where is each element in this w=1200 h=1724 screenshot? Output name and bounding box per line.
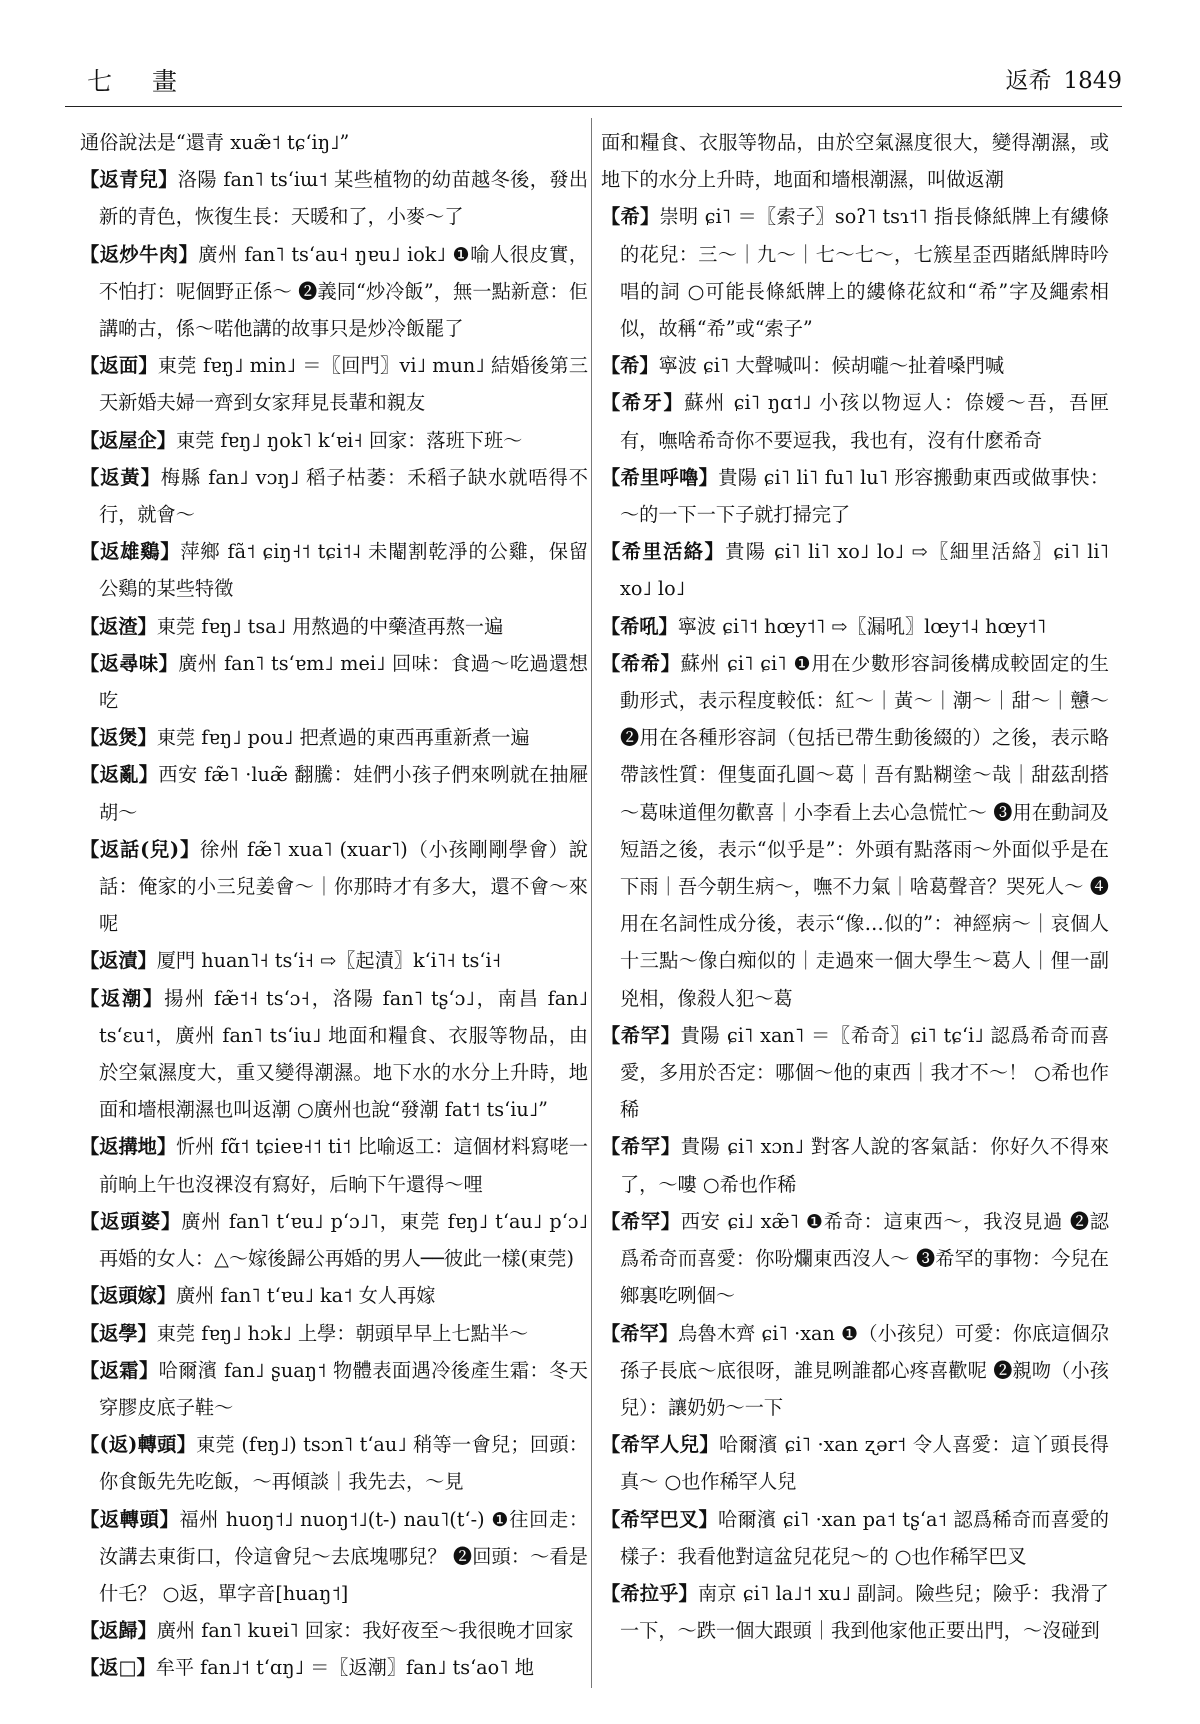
dictionary-entry (80, 1649, 588, 1686)
entry-list (601, 198, 1109, 1649)
entry-definition: 哈爾濱 ɕi˥ ·xan ʐər˦ 令人喜愛：這丫頭長得真～ ○也作稀罕人兒 (620, 1433, 1109, 1494)
entry-definition: 哈爾濱 ɕi˥ ·xan pa˦ tʂʻa˦ 認爲稀奇而喜愛的樣子：我看他對這盆兒花兒～的 ○也作稀罕巴叉 (620, 1507, 1109, 1568)
entry-headword: 【希希】 (601, 651, 681, 675)
entry-definition: 寧波 ɕi˥ 大聲喊叫：候胡嚨～扯着嗓門喊 (658, 354, 1005, 378)
dictionary-entry (601, 198, 1109, 347)
page-number: 1849 (1063, 68, 1122, 94)
entry-headword: 【希罕】 (601, 1321, 679, 1345)
entry-definition: 洛陽 fan˥ tsʻiɯ˦ 某些植物的幼苗越冬後，發出新的青色，恢復生長：天暖和了，小麥～了 (99, 168, 589, 229)
dictionary-entry (80, 1426, 588, 1500)
entry-definition: 蘇州 ɕi˥ ŋɑ˦˩ 小孩以物逗人：倷嬡～吾，吾匣有，嘸啥希奇你不要逗我，我也有，沒有什麽希奇 (620, 391, 1110, 452)
dictionary-entry (80, 1277, 588, 1314)
entry-definition: 東莞 fɐŋ˩ pou˩ 把煮過的東西再重新煮一遍 (156, 726, 530, 750)
entry-definition: 貴陽 ɕi˥ xan˥ ＝〖希奇〗ɕi˥ tɕʻi˩ 認爲希奇而喜愛，多用於否定：哪個～他的東西｜我才不～！ ○希也作稀 (620, 1023, 1110, 1122)
entry-headword: 【希里活絡】 (601, 540, 726, 564)
entry-definition: 西安 ɕi˩ xæ̃˥ ❶希奇：這東西～，我沒見過 ❷認爲希奇而喜愛：你吩爛東西沒人～ ❸希罕的事物：今兒在鄉裏吃咧個～ (620, 1209, 1109, 1308)
entry-definition: 厦門 huan˥˧ tsʻi˧ ⇨〖起漬〗kʻi˥˧ tsʻi˧ (156, 949, 502, 973)
dictionary-entry (80, 608, 588, 645)
entry-headword: 【返□】 (80, 1656, 156, 1680)
entry-definition: 廣州 fan˥ tsʻɐm˩ mei˩ 回味：食過～吃過還想吃 (99, 651, 588, 713)
dictionary-entry (80, 1128, 588, 1202)
entry-headword: 【返雄鷄】 (80, 540, 181, 564)
entry-definition: 廣州 fan˥ kuɐi˥ 回家：我好夜至～我很晚才回家 (156, 1619, 574, 1643)
entry-headword: 【返潮】 (80, 986, 165, 1010)
entry-headword: 【返霜】 (80, 1358, 159, 1382)
entry-headword: 【返尋味】 (80, 651, 179, 675)
entry-headword: 【返屋企】 (80, 428, 176, 452)
entry-definition: 南京 ɕi˥ la˩˦ xu˩ 副詞。險些兒；險乎：我滑了一下，～跌一個大跟頭｜我到他家他正要出門，～沒碰到 (620, 1581, 1109, 1643)
dictionary-entry (80, 980, 588, 1129)
continuation-text: 通俗說法是“還青 xuæ̃˦ tɕʻiŋ˩” (80, 131, 350, 154)
entry-definition: 崇明 ɕi˥ ＝〖索子〗soʔ˥ tsɿ˦˥ 指長條紙牌上有縷條的花兒：三～｜九～｜七～七～，七簇星歪西賭紙牌時吟唱的詞 ○可能長條紙牌上的縷條花紋和“希”字及繩索相似，故稱“希”或“索子” (620, 205, 1110, 341)
right-column (601, 124, 1109, 1649)
dictionary-entry (80, 719, 588, 756)
dictionary-entry (601, 1575, 1109, 1649)
entry-headword: 【返漬】 (80, 949, 157, 973)
dictionary-entry (80, 347, 588, 421)
entry-headword: 【返黃】 (80, 465, 161, 489)
entry-headword: 【返頭婆】 (80, 1209, 182, 1233)
entry-definition: 蘇州 ɕi˥ ɕi˥ ❶用在少數形容詞後構成較固定的生動形式，表示程度較低：紅～｜黃～｜潮～｜甜～｜戇～ ❷用在各種形容詞（包括已帶生動後綴的）之後，表示略帶該性質：俚隻面孔圓～葛｜吾有點糊塗～哉｜甜茲刮搭～葛味道俚勿歡喜｜小李看上去心急慌忙～ ❸用在動詞及短語之後，表示“似乎是”：外頭有點落雨～外面似乎是在下雨｜吾今朝生病～，嘸不力氣｜啥葛聲音？哭死人～ ❹用在名詞性成分後，表示“像…似的”：神經病～｜哀個人十三點～像白痴似的｜走過來一個大學生～葛人｜俚一副兇相，像殺人犯～葛 (620, 651, 1109, 1010)
entry-headword: 【返歸】 (80, 1619, 157, 1643)
dictionary-entry (601, 1017, 1109, 1129)
dictionary-entry (80, 1612, 588, 1649)
dictionary-entry (601, 1128, 1109, 1202)
entry-definition: 貴陽 ɕi˥ xɔn˩ 對客人說的客氣話：你好久不得來了，～嘍 ○希也作稀 (620, 1135, 1110, 1196)
dictionary-entry (80, 756, 588, 830)
entry-definition: 東莞 fɐŋ˩ hɔk˩ 上學：朝頭早早上七點半～ (156, 1321, 529, 1345)
dictionary-entry (601, 347, 1109, 384)
entry-definition: 寧波 ɕi˥˦ hœy˦˥ ⇨〖漏吼〗lœy˦˨ hœy˦˥ (677, 614, 1047, 638)
entry-definition: 東莞 fɐŋ˩ tsa˩ 用熬過的中藥渣再熬一遍 (156, 614, 504, 638)
dictionary-entry (601, 1501, 1109, 1575)
entry-definition: 廣州 fan˥ tsʻau˧ ŋɐu˩ iok˩ ❶喻人很皮實，不怕打：呢個野正係～ ❷義同“炒冷飯”，無一點新意：佢講啲古，係～喏他講的故事只是炒冷飯罷了 (99, 242, 589, 341)
dictionary-entry (601, 384, 1109, 458)
entry-headword: 【返話(兒)】 (80, 837, 200, 861)
entry-headword: 【希罕巴叉】 (601, 1507, 718, 1531)
entry-definition: 揚州 fæ̃˦˧ tsʻɔ˧，洛陽 fan˥ tʂʻɔ˩，南昌 fan˩ tsʻɛu˦，廣州 fan˥ tsʻiu˩ 地面和糧食、衣服等物品，由於空氣濕度大，重又變得潮濕。地下水的水分上升時，地面和墻根潮濕也叫返潮 ○廣州也說“發潮 fat˦ tsʻiu˩” (99, 986, 588, 1122)
dictionary-entry (601, 608, 1109, 645)
dictionary-entry (80, 942, 588, 979)
entry-headword: 【希罕】 (601, 1135, 681, 1159)
column-divider (591, 118, 592, 1688)
dictionary-entry (80, 831, 588, 943)
dictionary-entry (80, 1501, 588, 1613)
entry-definition: 福州 huoŋ˦˩ nuoŋ˦˩(t-) nau˥(tʻ-) ❶往回走：汝講去東街口，伶這會兒～去底塊哪兒？ ❷回頭：～看是什乇？ ○返，單字音[huaŋ˦] (99, 1507, 589, 1605)
dictionary-entry (80, 422, 588, 459)
entry-definition: 萍鄉 fã˦ ɕiŋ˧˦ tɕi˦˨ 未閹割乾淨的公雞，保留公鷄的某些特徵 (99, 540, 588, 601)
dictionary-entry (80, 533, 588, 607)
dictionary-entry (601, 459, 1109, 533)
entry-definition: 西安 fæ̃˥ ·luæ̃ 翻騰：娃們小孩子們來咧就在抽屜胡～ (99, 763, 589, 824)
entry-headword: 【返青兒】 (80, 168, 178, 192)
entry-definition: 哈爾濱 fan˩ ʂuaŋ˦ 物體表面遇冷後產生霜：冬天穿膠皮底子鞋～ (99, 1358, 588, 1419)
entry-definition: 忻州 fɑ̃˦ tɕieɐ˧˦ ti˦ 比喻返工：這個材料寫咾一前晌上午也沒祼沒有寫好，后晌下午還得～哩 (99, 1135, 589, 1196)
entry-headword: 【返面】 (80, 354, 158, 378)
entry-list (80, 161, 588, 1686)
entry-headword: 【希】 (601, 354, 659, 378)
dictionary-entry (80, 1315, 588, 1352)
entry-headword: 【返炒牛肉】 (80, 242, 199, 266)
entry-definition: 貴陽 ɕi˥ li˥ xo˩ lo˩ ⇨〖細里活絡〗ɕi˥ li˥ xo˩ lo˩ (620, 540, 1109, 601)
dictionary-entry (80, 1203, 588, 1277)
dictionary-entry (80, 236, 588, 348)
entry-headword: 【(返)轉頭】 (80, 1433, 197, 1457)
entry-definition: 東莞 fɐŋ˩ min˩ ＝〖回門〗vi˩ mun˩ 結婚後第三天新婚夫婦一齊到女家拜見長輩和親友 (99, 354, 589, 415)
dictionary-entry (601, 533, 1109, 607)
dictionary-entry (80, 645, 588, 719)
entry-headword: 【返轉頭】 (80, 1507, 180, 1531)
entry-headword: 【希牙】 (601, 391, 685, 415)
entry-headword: 【希吼】 (601, 614, 678, 638)
entry-headword: 【希罕】 (601, 1023, 681, 1047)
entry-headword: 【希拉乎】 (601, 1581, 698, 1605)
entry-headword: 【希】 (601, 205, 660, 229)
dictionary-entry (601, 1426, 1109, 1500)
entry-definition: 貴陽 ɕi˥ li˥ fu˥ lu˥ 形容搬動東西或做事快：～的一下一下子就打掃完了 (620, 465, 1110, 527)
dictionary-entry (80, 161, 588, 235)
dictionary-entry (80, 459, 588, 533)
entry-headword: 【希罕人兒】 (601, 1433, 719, 1457)
entry-headword: 【返渣】 (80, 614, 157, 638)
dictionary-entry (80, 1352, 588, 1426)
entry-headword: 【返頭嫁】 (80, 1284, 176, 1308)
entry-headword: 【返學】 (80, 1321, 157, 1345)
entry-definition: 徐州 fæ̃˥ xua˥ (xuar˥)（小孩剛剛學會）說話：俺家的小三兒姜會～｜你那時才有多大，還不會～來呢 (99, 837, 588, 936)
dictionary-entry (601, 645, 1109, 1017)
entry-headword: 【返亂】 (80, 763, 159, 787)
entry-definition: 廣州 fan˥ tʻɐu˩ ka˦ 女人再嫁 (175, 1284, 436, 1308)
running-head (993, 62, 1122, 95)
page-header (65, 56, 1122, 107)
guide-words: 返希 (1005, 68, 1052, 94)
entry-headword: 【返搆地】 (80, 1135, 177, 1159)
entry-definition: 東莞 fɐŋ˩ ŋok˥ kʻɐi˧ 回家：落班下班～ (175, 428, 523, 452)
dictionary-entry (601, 1315, 1109, 1427)
entry-headword: 【返煲】 (80, 726, 157, 750)
entry-headword: 【希里呼嚕】 (601, 465, 719, 489)
dictionary-entry (601, 1203, 1109, 1315)
continuation-text: 面和糧食、衣服等物品，由於空氣濕度很大，變得潮濕，或地下的水分上升時，地面和墻根潮濕，叫做返潮 (601, 131, 1109, 192)
left-column (80, 124, 588, 1687)
entry-definition: 梅縣 fan˩ vɔŋ˩ 稻子枯萎：禾稻子缺水就唔得不行，就會～ (99, 465, 588, 527)
entry-definition: 烏魯木齊 ɕi˥ ·xan ❶（小孩兒）可愛：你底這個尕孫子長底～底很呀，誰見咧誰都心疼喜歡呢 ❷親吻（小孩兒）：讓奶奶～一下 (620, 1321, 1110, 1419)
entry-definition: 廣州 fan˥ tʻɐu˩ pʻɔ˩˥，東莞 fɐŋ˩ tʻau˩ pʻɔ˩ 再婚的女人：△～嫁後歸公再婚的男人──彼此一樣(東莞) (99, 1209, 589, 1271)
entry-headword: 【希罕】 (601, 1209, 681, 1233)
entry-definition: 牟平 fan˩˦ tʻɑŋ˩ ＝〖返潮〗fan˩ tsʻao˥ 地 (155, 1656, 534, 1680)
entry-definition: 東莞 (fɐŋ˩) tsɔn˥ tʻau˩ 稍等一會兒；回頭：你食飯先先吃飯，～再傾談｜我先去，～見 (99, 1433, 588, 1494)
section-title: 七 畫 (87, 67, 193, 96)
